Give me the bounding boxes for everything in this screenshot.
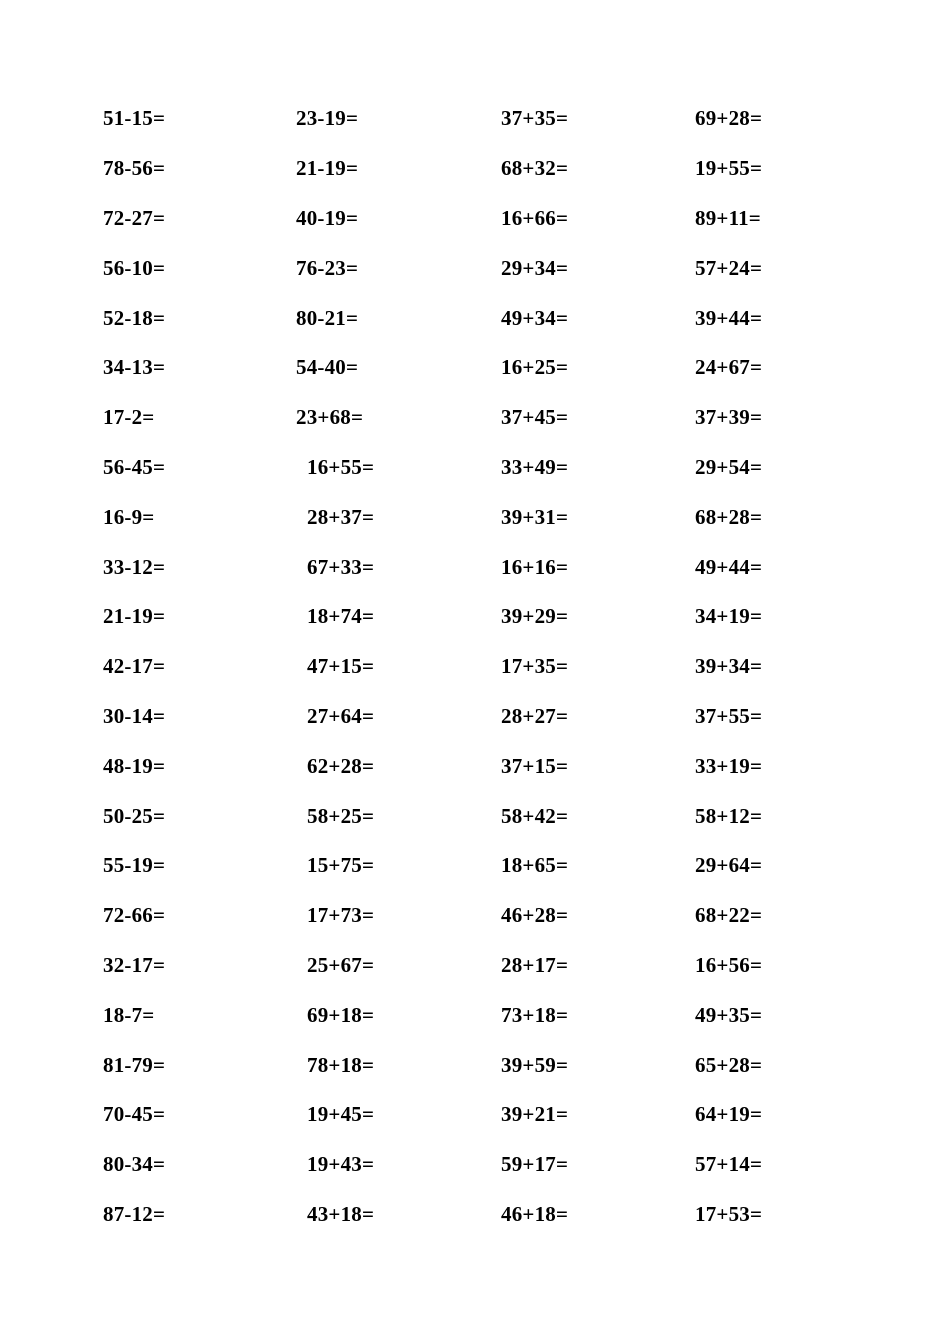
problem-row (0, 950, 950, 980)
problem: 33+49= (501, 455, 569, 479)
problem: 29+64= (695, 853, 763, 877)
problem: 48-19= (103, 754, 166, 778)
problem: 39+31= (501, 505, 569, 529)
problem: 49+44= (695, 555, 763, 579)
problem: 69+18= (307, 1003, 375, 1027)
problem: 55-19= (103, 853, 166, 877)
problem: 72-66= (103, 903, 166, 927)
problem: 16+16= (501, 555, 569, 579)
problem: 56-45= (103, 455, 166, 479)
problem: 15+75= (307, 853, 375, 877)
problem-row (0, 552, 950, 582)
problem: 78-56= (103, 156, 166, 180)
problem-row (0, 303, 950, 333)
problem-row (0, 1199, 950, 1229)
problem: 30-14= (103, 704, 166, 728)
problem: 21-19= (296, 156, 359, 180)
problem: 16+56= (695, 953, 763, 977)
problem-row (0, 601, 950, 631)
problem: 23-19= (296, 106, 359, 130)
problem: 80-21= (296, 306, 359, 330)
problem: 39+59= (501, 1053, 569, 1077)
problem: 39+44= (695, 306, 763, 330)
problem: 68+28= (695, 505, 763, 529)
problem: 67+33= (307, 555, 375, 579)
problem: 59+17= (501, 1152, 569, 1176)
problem-row (0, 801, 950, 831)
problem: 17+53= (695, 1202, 763, 1226)
problem: 54-40= (296, 355, 359, 379)
problem: 16+55= (307, 455, 375, 479)
problem-row (0, 153, 950, 183)
problem: 70-45= (103, 1102, 166, 1126)
problem-row (0, 352, 950, 382)
problem: 58+42= (501, 804, 569, 828)
problem: 18+74= (307, 604, 375, 628)
problem: 39+29= (501, 604, 569, 628)
problem: 46+18= (501, 1202, 569, 1226)
problem: 51-15= (103, 106, 166, 130)
problem: 37+39= (695, 405, 763, 429)
problem: 16+25= (501, 355, 569, 379)
problem: 49+35= (695, 1003, 763, 1027)
problem: 16+66= (501, 206, 569, 230)
problem: 25+67= (307, 953, 375, 977)
problem-row (0, 701, 950, 731)
problem: 65+28= (695, 1053, 763, 1077)
problem: 21-19= (103, 604, 166, 628)
problem: 76-23= (296, 256, 359, 280)
problem: 52-18= (103, 306, 166, 330)
problem-row (0, 651, 950, 681)
problem-row (0, 1099, 950, 1129)
problem: 39+34= (695, 654, 763, 678)
problem: 29+54= (695, 455, 763, 479)
problem: 81-79= (103, 1053, 166, 1077)
problem: 28+17= (501, 953, 569, 977)
problem: 50-25= (103, 804, 166, 828)
problem-row (0, 751, 950, 781)
problem: 73+18= (501, 1003, 569, 1027)
problem-row (0, 402, 950, 432)
problem: 37+15= (501, 754, 569, 778)
problem: 68+22= (695, 903, 763, 927)
problem: 34-13= (103, 355, 166, 379)
problem-row (0, 502, 950, 532)
problem: 42-17= (103, 654, 166, 678)
problem: 33-12= (103, 555, 166, 579)
problem: 58+25= (307, 804, 375, 828)
problem-row (0, 1149, 950, 1179)
problem: 19+43= (307, 1152, 375, 1176)
problem: 17+73= (307, 903, 375, 927)
problem-row (0, 1000, 950, 1030)
problem: 56-10= (103, 256, 166, 280)
problem: 23+68= (296, 405, 364, 429)
problem: 64+19= (695, 1102, 763, 1126)
problem: 37+45= (501, 405, 569, 429)
problem: 34+19= (695, 604, 763, 628)
problem: 19+55= (695, 156, 763, 180)
problem: 57+24= (695, 256, 763, 280)
problem: 89+11= (695, 206, 761, 230)
problem: 57+14= (695, 1152, 763, 1176)
problem: 32-17= (103, 953, 166, 977)
problem: 16-9= (103, 505, 155, 529)
problem-row (0, 1050, 950, 1080)
problem: 58+12= (695, 804, 763, 828)
problem: 46+28= (501, 903, 569, 927)
problem-row (0, 203, 950, 233)
problem-row (0, 103, 950, 133)
problem: 47+15= (307, 654, 375, 678)
problem: 17-2= (103, 405, 155, 429)
problem: 18+65= (501, 853, 569, 877)
problem: 69+28= (695, 106, 763, 130)
problem: 37+55= (695, 704, 763, 728)
problem-row (0, 253, 950, 283)
problem: 62+28= (307, 754, 375, 778)
problem: 80-34= (103, 1152, 166, 1176)
problem: 27+64= (307, 704, 375, 728)
problem: 28+27= (501, 704, 569, 728)
problem: 28+37= (307, 505, 375, 529)
problem: 87-12= (103, 1202, 166, 1226)
problem: 43+18= (307, 1202, 375, 1226)
problem: 17+35= (501, 654, 569, 678)
problem-row (0, 850, 950, 880)
problem: 68+32= (501, 156, 569, 180)
problem: 37+35= (501, 106, 569, 130)
problem: 40-19= (296, 206, 359, 230)
problem: 49+34= (501, 306, 569, 330)
problem: 39+21= (501, 1102, 569, 1126)
problem: 72-27= (103, 206, 166, 230)
problem: 78+18= (307, 1053, 375, 1077)
problem-row (0, 452, 950, 482)
problem: 29+34= (501, 256, 569, 280)
problem: 18-7= (103, 1003, 155, 1027)
problem: 19+45= (307, 1102, 375, 1126)
problem: 24+67= (695, 355, 763, 379)
problem: 33+19= (695, 754, 763, 778)
problem-row (0, 900, 950, 930)
